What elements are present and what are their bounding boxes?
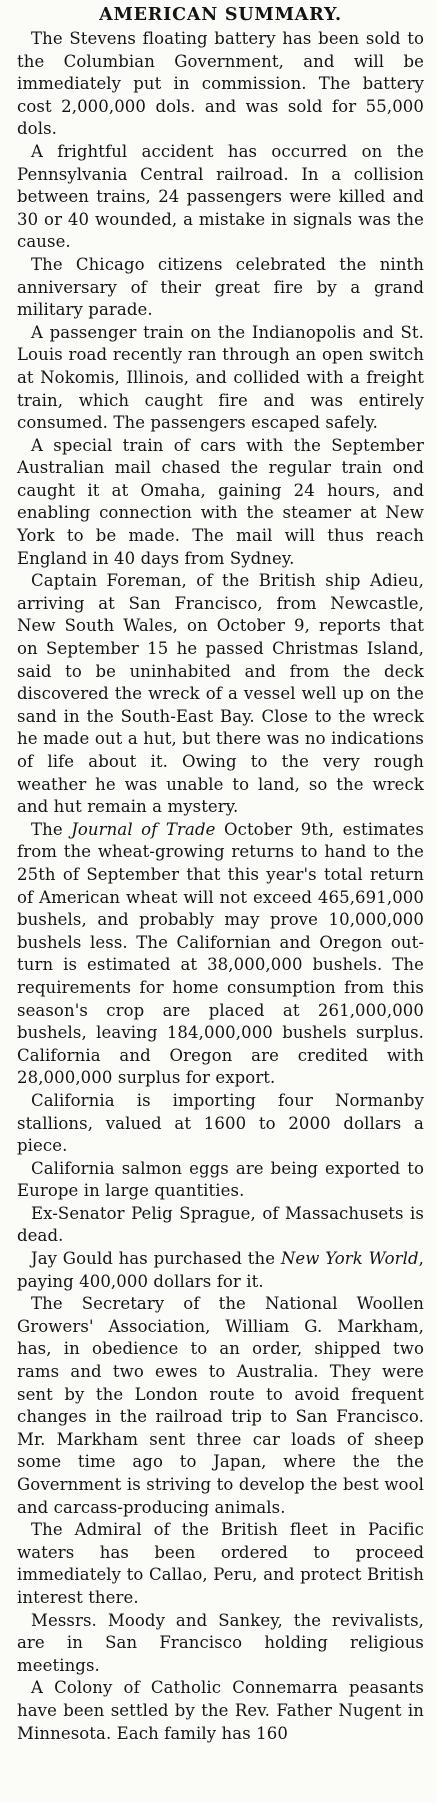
news-text: Ex-Senator Pelig Sprague, of Massachusets is dead.: [17, 1203, 424, 1246]
news-text: , paying 400,000 dollars for it.: [17, 1249, 424, 1291]
news-text: October 9th, estimates from the wheat-growing returns to hand to the 25th of September that this year's total return of American wheat will not exceed 465,691,000 bushels, and probably may prove 10,000,000 bushels less. The Californian and Oregon out-turn is estimated at 38,000,000 bushels. The requirements for home consumption from this season's crop are placed at 261,000,000 bushels, leaving 184,000,000 bushels surplus. California and Oregon are credited with 28,000,000 surplus for export.: [17, 819, 424, 1088]
news-item: [17, 1158, 424, 1203]
publication-title: Journal of Trade: [71, 819, 216, 839]
news-text: California is importing four Normanby stallions, valued at 1600 to 2000 dollars a piece.: [17, 1090, 424, 1156]
news-text: Captain Foreman, of the British ship Adieu, arriving at San Francisco, from Newcastle, New South Wales, on October 9, reports that on September 15 he passed Christmas Island, said to be uninhabited and from the deck discovered the wreck of a vessel well up on the sand in the South-East Bay. Close to the wreck he made out a hut, but there was no indications of life about it. Owing to the very rough weather he was unable to land, so the wreck and hut remain a mystery.: [17, 571, 424, 817]
news-item: [17, 254, 424, 322]
news-text: A Colony of Catholic Connemarra peasants have been settled by the Rev. Father Nugent in Minnesota. Each family has 160: [17, 1678, 424, 1743]
headline: AMERICAN SUMMARY.: [99, 5, 342, 25]
news-item: [17, 1293, 424, 1519]
news-item: [17, 1519, 424, 1609]
news-items: [17, 28, 424, 1745]
news-item: [17, 1677, 424, 1745]
news-text: A special train of cars with the September Australian mail chased the regular train ond caught it at Omaha, gaining 24 hours, and enabling connection with the steamer at New York to be made. The mail will thus reach England in 40 days from Sydney.: [17, 435, 424, 568]
news-item: [17, 322, 424, 435]
news-item: [17, 1203, 424, 1248]
news-item: [17, 570, 424, 819]
news-text: A frightful accident has occurred on the Pennsylvania Central railroad. In a collision between trains, 24 passengers were killed and 30 or 40 wounded, a mistake in signals was the cause.: [17, 141, 424, 252]
news-item: [17, 1610, 424, 1678]
news-item: [17, 141, 424, 254]
news-text: Jay Gould has purchased the: [31, 1249, 281, 1269]
news-text: The Secretary of the National Woollen Growers' Association, William G. Markham, has, in obedience to an order, shipped two rams and two ewes to Australia. They were sent by the London route to avoid frequent changes in the railroad trip to San Francisco. Mr. Markham sent three car loads of sheep some time ago to Japan, where the the Government is striving to develop the best wool and carcass-producing animals.: [17, 1294, 424, 1517]
news-text: Messrs. Moody and Sankey, the revivalists, are in San Francisco holding religious meetings.: [17, 1610, 424, 1675]
news-item: [17, 819, 424, 1090]
news-item: [17, 28, 424, 141]
news-text: California salmon eggs are being exported to Europe in large quantities.: [17, 1158, 424, 1201]
news-item: [17, 435, 424, 571]
news-item: [17, 1248, 424, 1293]
news-item: [17, 1090, 424, 1158]
news-text: The Chicago citizens celebrated the ninth anniversary of their great fire by a grand military parade.: [17, 254, 424, 320]
publication-title: New York World: [280, 1249, 419, 1269]
news-text: The Admiral of the British fleet in Pacific waters has been ordered to proceed immediately to Callao, Peru, and protect British interest there.: [17, 1520, 424, 1607]
news-text: The: [31, 819, 72, 839]
news-text: A passenger train on the Indianopolis and St. Louis road recently ran through an open switch at Nokomis, Illinois, and collided with a freight train, which caught fire and was entirely consumed. The passengers escaped safely.: [17, 322, 424, 433]
news-text: The Stevens floating battery has been sold to the Columbian Government, and will be immediately put in commission. The battery cost 2,000,000 dols. and was sold for 55,000 dols.: [17, 29, 424, 139]
